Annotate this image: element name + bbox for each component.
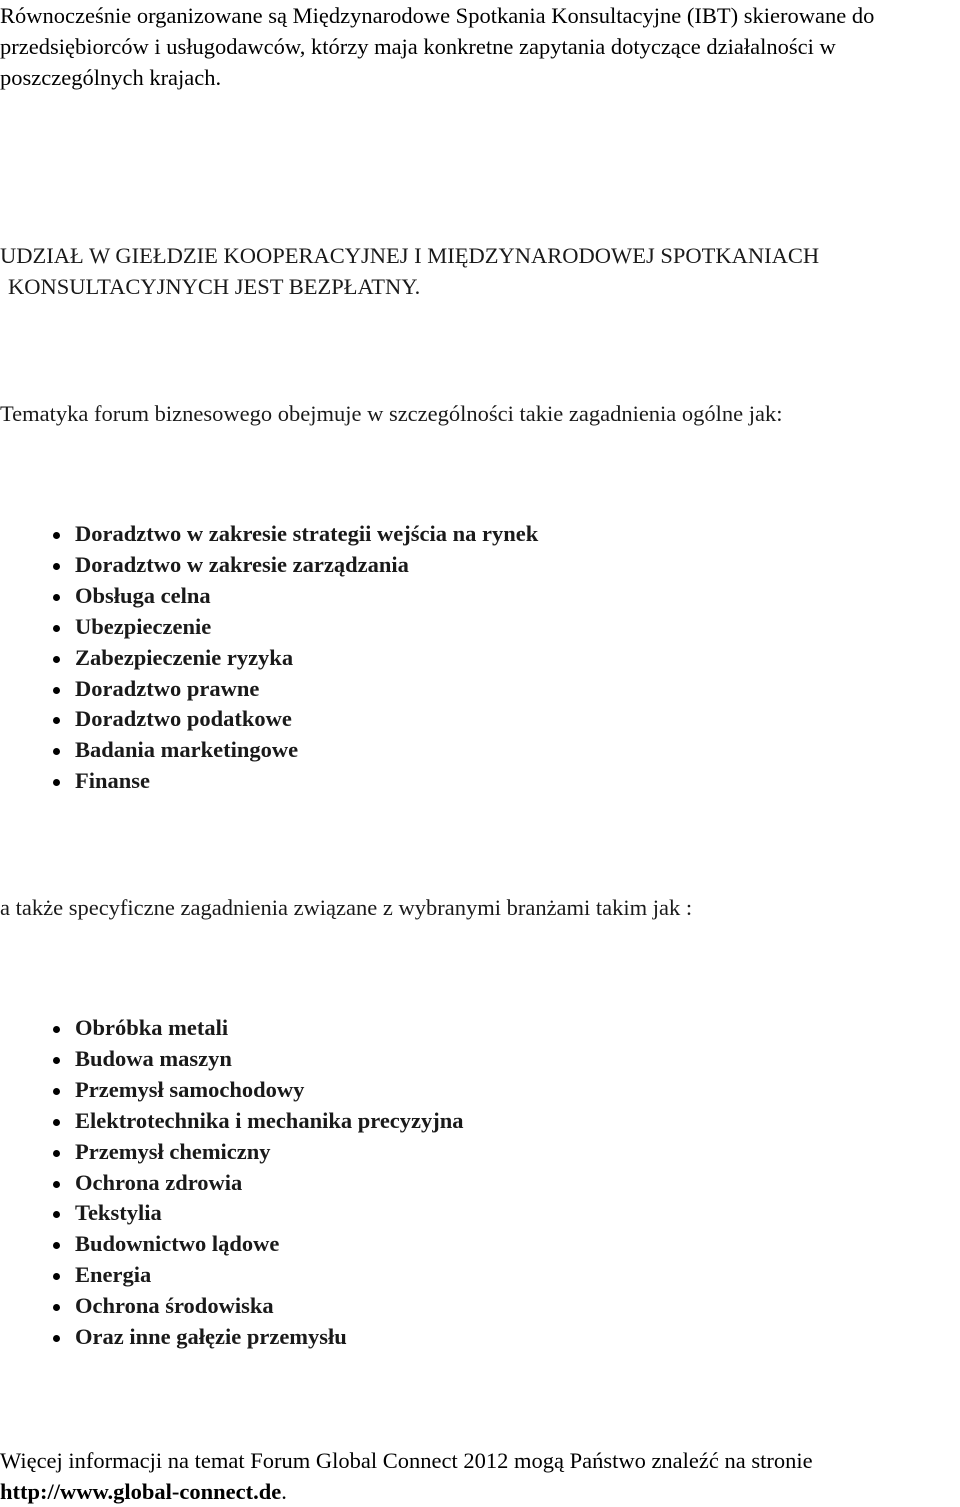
- list-item: Przemysł chemiczny: [0, 1137, 960, 1168]
- list-item: Tekstylia: [0, 1198, 960, 1229]
- list-item: Ochrona środowiska: [0, 1291, 960, 1322]
- website-link-line: [0, 1476, 960, 1507]
- list-item: Doradztwo w zakresie zarządzania: [0, 550, 960, 581]
- general-topics-intro: Tematyka forum biznesowego obejmuje w szczególności takie zagadnienia ogólne jak:: [0, 401, 783, 426]
- website-link[interactable]: http://www.global-connect.de: [0, 1479, 282, 1504]
- list-item: Oraz inne gałęzie przemysłu: [0, 1322, 960, 1353]
- more-info-paragraph: [0, 1445, 960, 1507]
- specific-topics-intro: a także specyficzne zagadnienia związane z wybranymi branżami takim jak :: [0, 895, 693, 920]
- free-notice-line-2: KONSULTACYJNYCH JEST BEZPŁATNY.: [8, 274, 421, 299]
- list-item: Budowa maszyn: [0, 1044, 960, 1075]
- free-participation-notice: [0, 240, 960, 302]
- list-item: Obróbka metali: [0, 1013, 960, 1044]
- list-item: Budownictwo lądowe: [0, 1229, 960, 1260]
- list-item: Badania marketingowe: [0, 735, 960, 766]
- general-topics-list: [0, 519, 960, 797]
- specific-topics-list: [0, 1013, 960, 1353]
- list-item: Ochrona zdrowia: [0, 1168, 960, 1199]
- list-item: Doradztwo podatkowe: [0, 704, 960, 735]
- more-info-text: Więcej informacji na temat Forum Global Connect 2012 mogą Państwo znaleźć na stronie: [0, 1448, 813, 1473]
- link-trailing-period: .: [281, 1479, 287, 1504]
- list-item: Obsługa celna: [0, 581, 960, 612]
- list-item: Doradztwo prawne: [0, 674, 960, 705]
- list-item: Energia: [0, 1260, 960, 1291]
- list-item: Ubezpieczenie: [0, 612, 960, 643]
- intro-paragraph: Równocześnie organizowane są Międzynarodowe Spotkania Konsultacyjne (IBT) skierowane do przedsiębiorców i usługodawców, którzy maja konkretne zapytania dotyczące działalności w poszczególnych krajach.: [0, 3, 875, 90]
- list-item: Zabezpieczenie ryzyka: [0, 643, 960, 674]
- list-item: Doradztwo w zakresie strategii wejścia na rynek: [0, 519, 960, 550]
- list-item: Elektrotechnika i mechanika precyzyjna: [0, 1106, 960, 1137]
- free-notice-line-1: UDZIAŁ W GIEŁDZIE KOOPERACYJNEJ I MIĘDZYNARODOWEJ SPOTKANIACH: [0, 243, 820, 268]
- list-item: Przemysł samochodowy: [0, 1075, 960, 1106]
- list-item: Finanse: [0, 766, 960, 797]
